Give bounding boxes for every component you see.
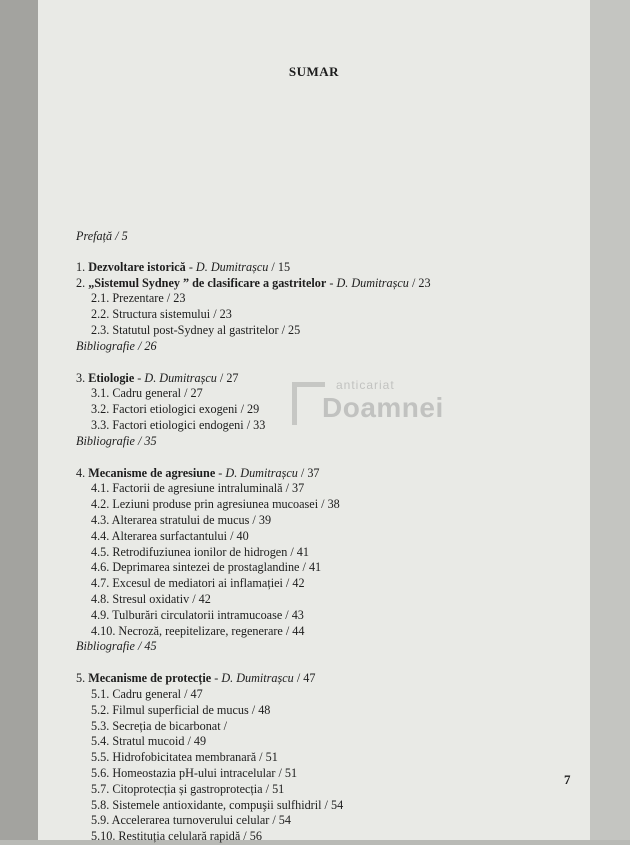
page-edge-background: [590, 0, 630, 840]
toc-item: 2.3. Statutul post-Sydney al gastritelor / 25: [91, 322, 301, 337]
toc-item: 4.4. Alterarea surfactantului / 40: [91, 528, 249, 543]
toc-item: 4.5. Retrodifuziunea ionilor de hidrogen / 41: [91, 544, 309, 559]
section-title: Mecanisme de protecție: [88, 671, 212, 686]
toc-item: 2.1. Prezentare / 23: [91, 291, 186, 306]
toc-item: 5.4. Stratul mucoid / 49: [91, 734, 207, 749]
section-page: / 23: [411, 275, 431, 290]
toc-item: 3.1. Cadru general / 27: [91, 386, 203, 401]
watermark-text: Doamnei: [322, 392, 444, 423]
toc-item: 5.7. Citoprotecția și gastroprotecția / 51: [91, 781, 285, 796]
section-title: Mecanisme de agresiune: [88, 465, 216, 480]
toc-item: 5.6. Homeostazia pH-ului intracelular / 51: [91, 765, 298, 780]
page-number: 7: [564, 772, 571, 787]
section-page: / 15: [271, 259, 291, 274]
toc-item: 5.5. Hidrofobicitatea membranară / 51: [91, 750, 278, 765]
toc-item: 5.9. Accelerarea turnoverului celular / 54: [91, 813, 291, 828]
table-of-contents: [76, 229, 526, 845]
toc-preface: Prefață / 5: [76, 229, 128, 243]
section-title: Dezvoltare istorică: [88, 259, 186, 274]
toc-item: 5.1. Cadru general / 47: [91, 686, 203, 701]
toc-item: 4.1. Factorii de agresiune intraluminală / 37: [91, 481, 305, 496]
section-title: Etiologie: [88, 370, 135, 385]
section-author: D. Dumitrașcu: [225, 465, 298, 480]
toc-item: 4.10. Necroză, reepitelizare, regenerare / 44: [91, 623, 305, 638]
section-author: D. Dumitrașcu: [221, 671, 294, 686]
section-page: / 27: [219, 370, 239, 385]
section-title: „Sistemul Sydney ” de clasificare a gastritelor: [88, 275, 327, 290]
section-page: / 47: [296, 671, 316, 686]
toc-item: 5.10. Restituția celulară rapidă / 56: [91, 829, 262, 844]
toc-bibliography: Bibliografie / 26: [76, 338, 157, 353]
book-page: [38, 0, 590, 844]
toc-item: 5.3. Secreția de bicarbonat /: [91, 718, 228, 733]
toc-item: 4.7. Excesul de mediatori ai inflamației / 42: [91, 576, 305, 591]
toc-section-4: 4. Mecanisme de agresiune - D. Dumitrașcu / 37: [76, 465, 320, 480]
toc-bibliography: Bibliografie / 35: [76, 433, 157, 448]
toc-item: 5.8. Sistemele antioxidante, compuşii sulfhidril / 54: [91, 797, 344, 812]
toc-item: 4.9. Tulburări circulatorii intramucoase / 43: [91, 607, 304, 622]
toc-item: 4.8. Stresul oxidativ / 42: [91, 591, 211, 606]
toc-item: 3.3. Factori etiologici endogeni / 33: [91, 417, 266, 432]
watermark-subtext: anticariat: [336, 378, 395, 392]
toc-bibliography: Bibliografie / 45: [76, 639, 157, 654]
section-author: D. Dumitrașcu: [195, 259, 269, 274]
section-page: / 37: [300, 465, 320, 480]
toc-section-2: 2. „Sistemul Sydney ” de clasificare a gastritelor - D. Dumitrașcu / 23: [76, 275, 431, 290]
toc-item: 4.3. Alterarea stratului de mucus / 39: [91, 512, 272, 527]
section-author: D. Dumitrașcu: [336, 275, 409, 290]
toc-section-5: 5. Mecanisme de protecție - D. Dumitrașcu / 47: [76, 671, 316, 686]
page-title: SUMAR: [288, 64, 340, 79]
toc-section-1: 1. Dezvoltare istorică - D. Dumitrașcu / 15: [76, 259, 291, 274]
toc-item: 4.2. Leziuni produse prin agresiunea mucoasei / 38: [91, 497, 340, 512]
toc-item: 3.2. Factori etiologici exogeni / 29: [91, 402, 260, 417]
toc-item: 2.2. Structura sistemului / 23: [91, 307, 232, 322]
book-gutter-shadow: [0, 0, 38, 840]
toc-item: 5.2. Filmul superficial de mucus / 48: [91, 702, 271, 717]
toc-section-3: 3. Etiologie - D. Dumitrașcu / 27: [76, 370, 239, 385]
toc-item: 4.6. Deprimarea sintezei de prostaglandine / 41: [91, 560, 322, 575]
section-author: D. Dumitrașcu: [144, 370, 217, 385]
